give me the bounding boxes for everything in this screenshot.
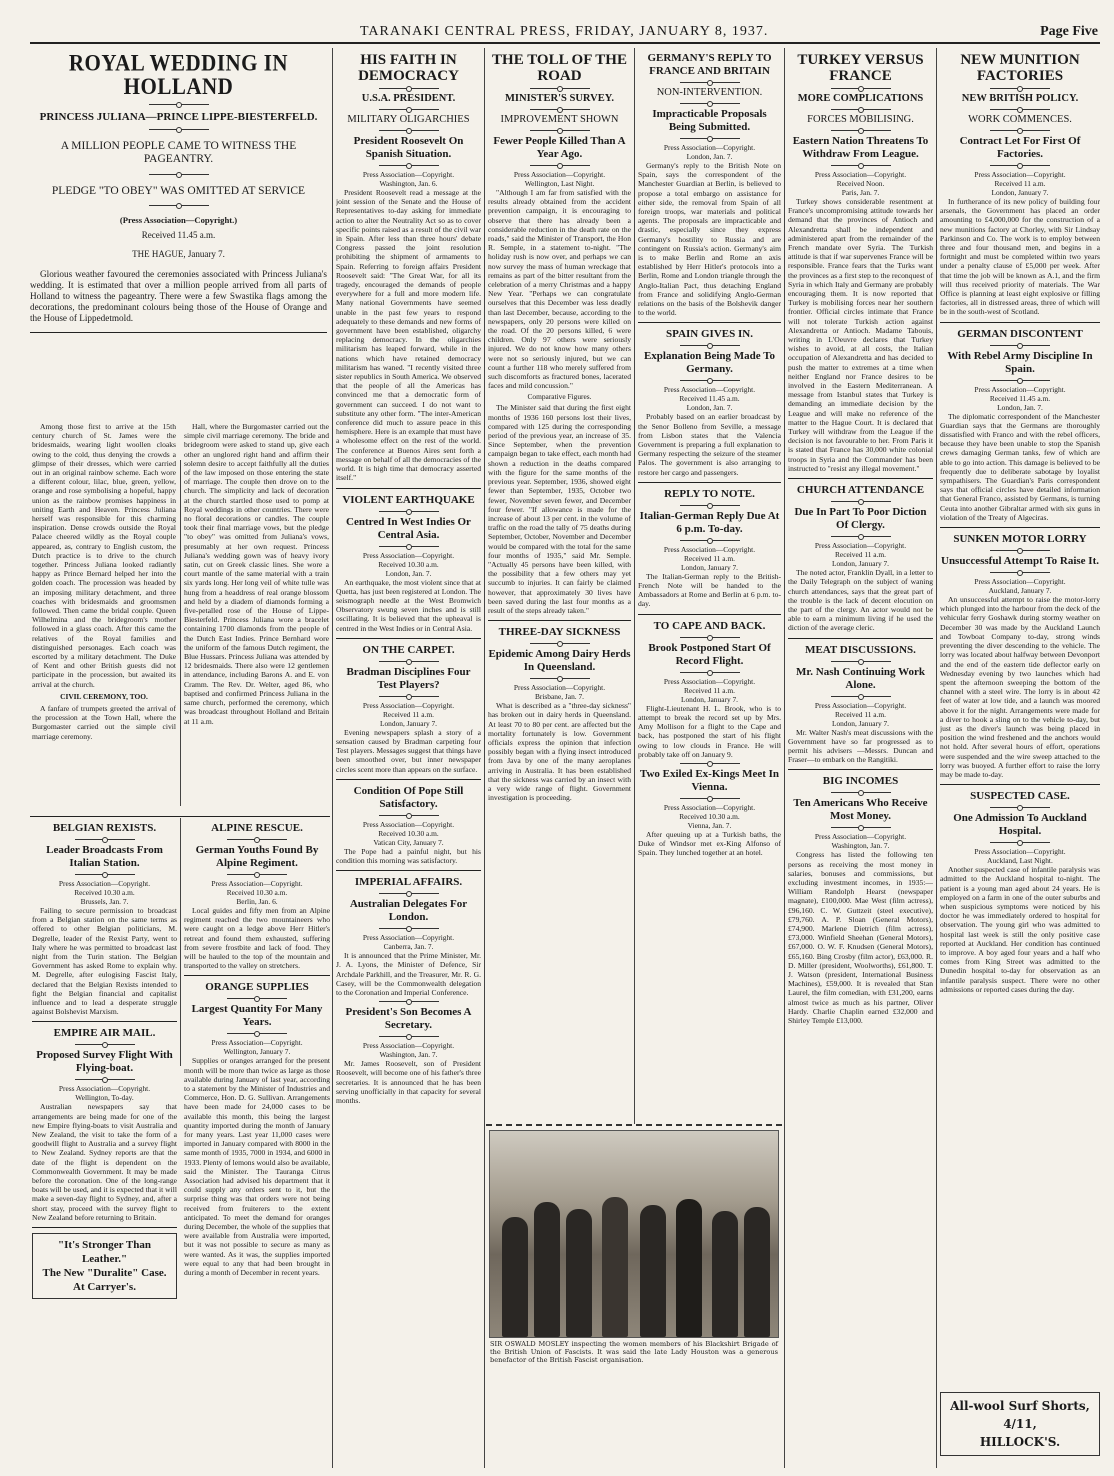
photo-caption: SIR OSWALD MOSLEY inspecting the women members of his Blackshirt Brigade of the British Union of Fascists. It was said the late Lady Houston was a generous benefactor of the British Fascist organisation.	[490, 1340, 778, 1364]
credit: Press Association—Copyright.	[663, 676, 756, 686]
dateline: Vatican City, January 7.	[373, 837, 444, 847]
royal-body-right	[184, 422, 329, 818]
column-rule	[332, 48, 333, 1468]
dateline: London, January 7.	[680, 694, 739, 704]
received: Received 11 a.m.	[382, 709, 435, 719]
subhead: MORE COMPLICATIONS	[797, 93, 924, 104]
dateline: Vienna, Jan. 7.	[687, 820, 732, 830]
subhead: German Youths Found By Alpine Regiment.	[195, 844, 319, 869]
headline: ON THE CARPET.	[362, 643, 455, 656]
subhead: FORCES MOBILISING.	[807, 114, 914, 125]
received: Received 10.30 a.m.	[74, 888, 135, 897]
dateline: Wellington, Last Night.	[524, 179, 595, 188]
credit: Press Association—Copyright.	[814, 700, 907, 710]
headline: NEW MUNITION FACTORIES	[960, 52, 1080, 84]
headline: GERMAN DISCONTENT	[957, 327, 1083, 340]
credit: Press Association—Copyright.	[58, 1084, 151, 1094]
received: Received 11.45 a.m.	[679, 394, 740, 404]
dateline: London, Jan. 7.	[686, 403, 733, 413]
paragraph: What is described as a "three-day sickness" has broken out in dairy herds in Queensland. At least 70 to 80 per cent. are affected but the mortality fortunately is low. Government officials express the opinion that infection possibly began with a flying insect introduced from Java by one of the many aeroplanes arriving in Australia. It has been established that the sickness was carried by an insect with a very wide range of flight. Government investigation is proceeding.	[488, 701, 631, 803]
credit: Press Association—Copyright.	[663, 802, 756, 812]
article-royal-wedding	[30, 49, 327, 338]
column-six	[788, 52, 933, 1470]
headline: ORANGE SUPPLIES	[205, 981, 309, 994]
column-five	[638, 52, 781, 1122]
dateline: Washington, Jan. 6.	[379, 179, 438, 188]
column-left-lower	[32, 822, 177, 1468]
credit: Press Association—Copyright.	[362, 819, 455, 829]
subhead: Bradman Disciplines Four Test Players?	[346, 665, 471, 691]
credit: Press Association—Copyright.	[663, 544, 756, 554]
dateline: Washington, Jan. 7.	[831, 841, 890, 851]
column-rule	[180, 818, 181, 1066]
subhead: Leader Broadcasts From Italian Station.	[46, 844, 163, 869]
credit: Press Association—Copyright.	[362, 1041, 455, 1051]
dateline: London, January 7.	[379, 718, 438, 728]
paragraph: Hall, where the Burgomaster carried out the simple civil marriage ceremony. The bride and bridegroom were asked to stand up, give each other an unglored right hand and affirm their solemn desire to accept faithfully all the duties of the law imposed on those entering the state of marriage. The couple then drove on to the church. The simplicity and lack of decoration at the church startled those used to pomp at Royal weddings in other countries. There were no floral decorations or candles. The couple took their final marriage vows, but the pledge "to obey" was omitted from Juliana's vows, presumably at her own request. Princess Juliana's wedding gown was of heavy ivory satin, cut on Greek classic lines. She wore a court mantle of the same material with a train six yards long. Her long veil of white tulle was hung from a headdress of real orange blossom and held by a diadem of diamonds forming a five-petalled rose of the House of Lippe-Biesterfeld. Princess Juliana wore a bracelet containing 1700 diamonds from the people of the Dutch East Indies. Prince Bernhard wore the uniform of the famous Dutch regiment, the Blue Hussars. Princess Juliana was attended by 12 bridesmaids. There also were 12 gentlemen in attendance, including Barons A. and E. von Cramm. The Rev. Dr. Welter, aged 86, who baptised and confirmed Princess Juliana in the same church, performed the ceremony, which was broadcast throughout Holland and Britain at 11 a.m.	[184, 422, 329, 726]
headline: ROYAL WEDDING IN HOLLAND	[68, 49, 289, 100]
subhead: President Roosevelt On Spanish Situation.	[353, 135, 464, 160]
column-seven	[940, 52, 1100, 1470]
subhead: MILITARY OLIGARCHIES	[347, 114, 470, 125]
credit: Press Association—Copyright.	[362, 170, 455, 179]
dateline: Wellington, To-day.	[75, 1093, 134, 1103]
subhead: President's Son Becomes A Secretary.	[345, 1006, 472, 1032]
dateline: London, January 7.	[991, 188, 1049, 197]
subhead: PLEDGE "TO OBEY" WAS OMITTED AT SERVICE	[51, 185, 306, 197]
received: Received 10.30 a.m.	[226, 888, 288, 897]
headline: CHURCH ATTENDANCE	[796, 484, 925, 497]
paragraph: Turkey shows considerable resentment at France's uncompromising attitude towards her demand that the provinces of Antioch and Alexandretta shall be independent and administered apart from the remainder of the French mandate over Syria. The Turkish attitude is that if war supervenes France will be responsible. France fears that the Turks want the provinces as a first step to the reconquest of Syria in which Italy and Germany are probably encouraging them. It is now reported that Turkey is mobilising forces near her southern frontier. Official circles intimate that France will not tolerate Turkish action against Alexandretta or Antioch. Madame Tabouis, writing in L'Oeuvre declares that Turkey wishes to avoid, at all costs, the Italian occupation of Alexandretta and has decided to push the matter to extremes at a time when neither England nor France desires to be involved in the Eastern Mediterranean. A message from Istanbul states that Turkey is demanding an immediate decision by the League and will make no reference of the matter to the Hague Court. It is declared that Turkey will withdraw from the League if the decision is not favourable to her. From Paris it is stated that France has 30,000 white colonial troops in Syria and the Commander has been instructed to "resist any illegal movement."	[788, 197, 933, 473]
headline: ALPINE RESCUE.	[211, 822, 303, 834]
subhead: Ten Americans Who Receive Most Money.	[793, 797, 928, 823]
headline: SPAIN GIVES IN.	[666, 328, 753, 341]
subhead: PRINCESS JULIANA—PRINCE LIPPE-BIESTERFELD.	[39, 111, 318, 123]
photograph-mosley-inspection	[489, 1130, 779, 1338]
paragraph: Evening newspapers splash a story of a sensation caused by Bradman carpeting four Test players. Messages suggest that things have been smoothed over, but inner newspaper circles scent more than appears on the surface.	[336, 727, 481, 774]
subhead: Explanation Being Made To Germany.	[643, 350, 776, 376]
received: Received 10.30 a.m.	[679, 811, 740, 821]
dateline: London, January 7.	[680, 562, 739, 572]
column-rule	[180, 460, 181, 806]
paragraph: Probably based on an earlier broadcast by the Senor Bolleno from Seville, a message from Lisbon states that the Valencia Government is preparing a full explanation to Germany respecting the seizure of the steamer Palos. The government is also arranging to restore her cargo and passengers.	[638, 412, 781, 477]
subhead: Due In Part To Poor Diction Of Clergy.	[794, 506, 927, 532]
paragraph: Supplies or oranges arranged for the present month will be more than twice as large as those available during January of last year, according to a statement by the Minister of Industries and Commerce, Hon. D. G. Sullivan. Arrangements have been made for 24,000 cases to be available this month, this being the largest quantity imported during the month of January for many years. Last year 11,000 cases were imported in January compared with 8000 in the same month of 1935, 7000 in 1934, and 6000 in 1933. Plenty of lemons would also be available, said the Minister. The Tauranga Citrus Association had advised his department that it could supply any orders sent to it, but the surprise thing was that orders were not being received from fruiterers to the extent anticipated. To meet the demand for oranges during December, the whole of the supplies that were available from Australia were imported, but it was not possible to secure as many as were wanted. As it was, the supplies imported were equal to any that had been brought in during a month of December in recent years.	[184, 1056, 330, 1278]
credit: Press Association—Copyright.	[974, 384, 1066, 394]
subhead: Australian Delegates For London.	[349, 898, 468, 924]
credit: Press Association—Copyright.	[211, 879, 303, 888]
subhead: WORK COMMENCES.	[968, 114, 1072, 125]
ad-line: All-wool Surf Shorts,	[950, 1399, 1090, 1413]
ad-line: At Carryer's.	[73, 1281, 136, 1294]
subhead: Eastern Nation Threatens To Withdraw From League.	[792, 135, 929, 160]
credit: Press Association—Copyright.	[362, 550, 455, 560]
dateline: Paris, Jan. 7.	[841, 188, 880, 197]
paragraph: Another suspected case of infantile paralysis was admitted to the Auckland hospital to-night. The patient is a young man aged about 24 years. He is employed on a farm in one of the outer suburbs and when suspicious symptoms were noticed by his doctor he was immediately ordered to hospital for observation. The young girl who was admitted to hospital last week is still the only positive case reported at Auckland. Her condition has continued to improve. A boy aged four years and a half who comes from King Street was admitted to the Dunedin hospital to-day for observation as an infantile paralysis suspect. There were no other admissions or reported cases during the day.	[940, 865, 1100, 994]
received: Received 11 a.m.	[994, 179, 1046, 188]
royal-body-left	[32, 422, 176, 818]
dateline: London, January 7.	[831, 559, 890, 569]
photo-block	[486, 1124, 782, 1468]
crosshead: CIVIL CEREMONY, TOO.	[60, 691, 148, 701]
received: Received Noon.	[836, 179, 885, 188]
dateline: London, Jan. 7.	[997, 402, 1043, 412]
paragraph: Local guides and fifty men from an Alpine regiment reached the two mountaineers who were caught on a ledge above Herr Hitler's retreat and found them exhausted, suffering from severe frostbite and lack of food. They will be hauled to the top of the mountain and transported to the valley on stretchers.	[184, 906, 330, 971]
paragraph: The Minister said that during the first eight months of 1936 160 persons lost their lives, compared with 125 during the corresponding period of the previous year, an increase of 35. Since September, when the prevention campaign began to take effect, each month had shown a reduction in the deaths compared with the figure for the same months of the previous year. September, 1936, showed eight fewer than September, 1935, October two fewer, November seven fewer, and December four fewer. "If allowance is made for the increase of about 13 per cent. in the volume of traffic on the road the tally of 75 deaths during September, October, November and December would be compared with the total for the same four months of 1935," said Mr. Semple. "Actually 45 persons have been killed, with the possibility that a few others may yet succumb to injuries. It can fairly be claimed however, that approximately 30 lives have been saved during the last four months as a result of the steps already taken."	[488, 403, 631, 615]
headline: EMPIRE AIR MAIL.	[53, 1027, 156, 1040]
headline: VIOLENT EARTHQUAKE	[342, 493, 475, 506]
credit: (Press Association—Copyright.)	[119, 215, 238, 225]
credit: Press Association—Copyright.	[362, 933, 455, 943]
dateline: Berlin, Jan. 6.	[236, 897, 278, 906]
subhead: Proposed Survey Flight With Flying-boat.	[36, 1049, 173, 1075]
paragraph: Germany's reply to the British Note on Spain, says the correspondent of the Manchester Guardian at Berlin, is believed to propose a total embargo on assistance for either side, the removal from Spain of all foreign troops, war materials and political agents. The proposals are impracticable and drastic, especially since they express Germany's hostility to Russia and are contingent on Russia's action. Germany's aim is to make Berlin and Rome an axis established by Herr Hitler's protocols into a Berlin, Rome and London triangle through the Anglo-Italian Pact, thus detaching England from France and solidifying Anglo-German relations on the basis of the Bolshevik danger to the world.	[638, 161, 781, 318]
dateline: London, Jan. 7.	[385, 568, 432, 578]
subhead: A MILLION PEOPLE CAME TO WITNESS THE PAGEANTRY.	[60, 140, 297, 165]
headline: GERMANY'S REPLY TO FRANCE AND BRITAIN	[647, 52, 772, 77]
credit: Press Association—Copyright.	[211, 1038, 303, 1048]
column-rule	[936, 48, 937, 1468]
subhead: NON-INTERVENTION.	[656, 87, 763, 98]
dateline: London, January 7.	[831, 718, 890, 728]
received: Received 11 a.m.	[683, 553, 736, 563]
dateline: Brussels, Jan. 7.	[80, 897, 129, 906]
column-rule	[484, 48, 485, 1468]
advertisement-carryers	[32, 1233, 177, 1299]
subhead: Mr. Nash Continuing Work Alone.	[796, 665, 925, 691]
subhead: Unsuccessful Attempt To Raise It.	[941, 555, 1099, 568]
subhead: Epidemic Among Dairy Herds In Queensland.	[488, 648, 631, 674]
headline: THE TOLL OF THE ROAD	[492, 52, 627, 84]
subhead: IMPROVEMENT SHOWN	[500, 114, 619, 125]
credit: Press Association—Copyright.	[814, 541, 907, 551]
subhead: Fewer People Killed Than A Year Ago.	[493, 135, 626, 160]
received: Received 10.30 a.m.	[378, 559, 439, 569]
paragraph: Among those first to arrive at the 15th century church of St. James were the bridesmaids, wearing light woollen cloaks owing to the cold, thus denying the crowds a glimpse of their dresses, which were carried out in an original rainbow scheme. Each wore a different colour, lilac, blue, green, yellow, orange and rose symbolising a hopeful, happy union as the rainbow promises happiness in uniting Earth and Heaven. Princess Juliana herself was responsible for this charming inspiration. Dense crowds outside the Royal Palace cheered wildly as the Royal couple appeared, as, contrary to English custom, the Dutch practice is to drive to the church together. Princess Juliana looked radiantly happy as Prince Bernard helped her into the golden coach. The procession was headed by an imposing military detachment, and three coaches with bridesmaids and groomsmen followed. Then came the bridal couple. Queen Wilhelmina and the bridegroom's mother followed in a glass coach. After this came the relatives of the Royal families and distinguished personages. Each coach was escorted by a military detachment. The Duke of Kent and other British guests did not participate in the procession, but awaited its arrival at the church.	[32, 422, 176, 689]
dateline: Brisbane, Jan. 7.	[534, 692, 585, 702]
column-second-lower	[184, 822, 330, 1468]
headline: TURKEY VERSUS FRANCE	[797, 52, 924, 84]
subhead: NEW BRITISH POLICY.	[961, 93, 1079, 104]
ad-line: "It's Stronger Than Leather."	[58, 1239, 151, 1266]
crosshead: Comparative Figures.	[527, 392, 592, 402]
paragraph: The Italian-German reply to the British-French Note will be handed to the Ambassadors at Rome and Berlin at 6 p.m. to-day.	[638, 571, 781, 609]
paragraph: It is announced that the Prime Minister, Mr. J. A. Lyons, the Minister of Defence, Sir Archdale Parkhill, and the Treasurer, Mr. R. G. Casey, will be the Commonwealth delegation to the Coronation and Imperial Conference.	[336, 951, 481, 997]
ad-line: The New "Duralite" Case.	[42, 1267, 167, 1280]
paragraph: A fanfare of trumpets greeted the arrival of the procession at the Town Hall, where the Burgomaster carried out the simple civil marriage ceremony.	[32, 703, 176, 741]
received: Received 11.45 a.m.	[989, 393, 1051, 403]
paragraph: Congress has listed the following ten persons as receiving the most money in salaries, bonuses and commissions, but excluding investment incomes, in 1935:— William Randolph Hearst (newspaper magnate), £100,000. Mae West (film actress), £96,160. C. W. Guttzeit (steel executive), £79,760. A. P. Sloan (General Motors), £74,900. Marlene Dietrich (film actress), £73,000. Winfield Sheehan (General Motors), £67,000. O. W. F. Knudsen (General Motors), £65,160. Bing Crosby (film actor), £63,000. R. D. Miller (president, Woolworths), £61,800. T. J. Watson (president, International Business Machines), £59,000. It is revealed that Stan Laurel, the film comedian, with £31,200, earns almost twice as much as his partner, Oliver Hardy. Charlie Chaplin earned £32,000 and Shirley Temple £13,000.	[788, 850, 933, 1025]
column-rule	[784, 48, 785, 1468]
headline: HIS FAITH IN DEMOCRACY	[358, 52, 459, 84]
subhead: Brook Postponed Start Of Record Flight.	[648, 641, 771, 667]
paragraph: The Pope had a painful night, but his condition this morning was satisfactory.	[336, 846, 481, 865]
dateline: Auckland, January 7.	[988, 586, 1052, 596]
headline: BIG INCOMES	[822, 775, 899, 788]
received: Received 11 a.m.	[834, 550, 887, 560]
dateline: THE HAGUE, January 7.	[132, 249, 225, 259]
dateline: Canberra, Jan. 7.	[383, 942, 434, 952]
masthead	[30, 18, 1100, 44]
paragraph: Failing to secure permission to broadcast from a Belgian station on the same terms as offered to other Belgian politicians, M. Degrelle, leader of the Rexist Party, went to Italy where he was permitted to broadcast last night from the Turin station. The Belgian Government has asked Rome to explain why. M. Degrelle, after eulogising Fascist Italy, declared that the Belgian Rexists intended to fight the Belgian financial and capitalist influence and to lead a desperate struggle against Bolshevist Marxism.	[32, 906, 177, 1017]
paragraph: Flight-Lieutenant H. L. Brook, who is to attempt to break the record set up by Mrs. Amy Mollison for a flight to the Cape and back, has postponed the start of his flight owing to low clouds in France. He will probably take off on January 9.	[638, 703, 781, 759]
headline: BELGIAN REXISTS.	[52, 822, 157, 834]
subhead: One Admission To Auckland Hospital.	[953, 812, 1087, 838]
credit: Press Association—Copyright.	[663, 143, 756, 152]
headline: MEAT DISCUSSIONS.	[805, 643, 916, 656]
paragraph: "Although I am far from satisfied with the results already obtained from the accident prevention campaign, it is encouraging to observe that there has already been a considerable reduction in the death rate on the roads," said the Minister of Transport, the Hon R. Semple, in a statement to-night. "The holiday rush is now over, and perhaps we can now survey the mass of human wreckage that remains as part of the bitter resultant from the celebration of a merry Christmas and a happy New Year. "Perhaps we can congratulate ourselves that this December was less deadly than last December, because, according to the newspapers, only 20 persons were killed on the road. Of the 20 persons killed, 6 were children. Only 97 others were seriously injured. We do not know how many others were not so seriously injured, but we can count a further 118 who merely suffered from such discomforts as fractured bones, lacerated faces and mild concussion."	[488, 188, 631, 391]
subhead: Largest Quantity For Many Years.	[191, 1003, 323, 1029]
subhead: Contract Let For First Of Factories.	[959, 135, 1081, 160]
paragraph: An earthquake, the most violent since that at Quetta, has just been registered at London. The seismograph needle at the West Bromwich Observatory swung seven inches and is still oscillating. It is believed that the upheaval is centred in the West Indies or in Central Asia.	[336, 577, 481, 633]
subhead: Impracticable Proposals Being Submitted.	[652, 108, 767, 133]
credit: Press Association—Copyright.	[814, 170, 907, 179]
credit: Press Association—Copyright.	[974, 170, 1066, 179]
credit: Press Association—Copyright.	[58, 879, 151, 888]
paragraph: President Roosevelt read a message at the joint session of the Senate and the House of Representatives to-day asking for immediate action to alter the Neutrality Act so as to cover specific points raised as a result of the civil war in Spain. After less than three hours' debate Congress passed the joint resolution prohibiting the shipment of armaments to Spain. Referring to foreign affairs President Roosevelt said: "The Great War, for all its tragedy, encouraged the demands of people everywhere for a full and more modern life. Many national Governments have seemed unable in the past few years to respond adequately to these demands and new forms of government have been established, oligarchy replacing democracy. In the oligarchies militarism has leaped forward, while in the nations which have retained democracy militarism has waned. "I recently visited three sister republics in South America. We observed that the people of all the Americas has convinced me that a democratic form of government can succeed. I do not want to substitute any other form. "The inter-American conference did much to assure peace in this hemisphere. Here is an example that must have a wholesome effect on the rest of the world. The conference at Buenos Aires sent forth a message on behalf of all the democracies of the world. It is high time that democracy asserted itself."	[336, 188, 481, 483]
credit: Press Association—Copyright.	[974, 577, 1066, 587]
paragraph: The noted actor, Franklin Dyall, in a letter to the Daily Telegraph on the subject of waning church attendances, says that the great part of the trouble is the lack of decent elocution on the part of the clergy. An actor would not be able to earn a minimum living if he used the diction of the average cleric.	[788, 568, 933, 633]
paragraph: The diplomatic correspondent of the Manchester Guardian says that the Germans are thoroughly dissatisfied with Franco and with the rebel officers, because they have been unable to stop the Spanish crews damaging German tanks, few of which are able to go into action. This damage is believed to be frequently due to deliberate sabotage by loyalist sympathisers. The Guardian's Paris correspondent says that official circles have detailed information that General Franco, assisted by Germans, is turning Ceuta into another Gibraltar armed with six guns in violation of the Treaty of Algeciras.	[940, 411, 1100, 522]
dateline: Washington, Jan. 7.	[379, 1050, 438, 1060]
subhead: Condition Of Pope Still Satisfactory.	[353, 784, 464, 810]
headline: IMPERIAL AFFAIRS.	[354, 876, 463, 889]
ad-line: 4/11,	[1003, 1417, 1037, 1431]
paragraph: After queuing up at a Turkish baths, the Duke of Windsor met ex-King Alfonso of Spain. They lunched together at an hotel.	[638, 829, 781, 858]
headline: THREE-DAY SICKNESS	[498, 626, 621, 639]
page-number: Page Five	[1040, 24, 1098, 39]
received: Received 11 a.m.	[683, 685, 736, 695]
subhead: With Rebel Army Discipline In Spain.	[947, 349, 1093, 375]
received: Received 11.45 a.m.	[141, 230, 216, 240]
dateline: Wellington, January 7.	[223, 1047, 291, 1057]
lede: Glorious weather favoured the ceremonies associated with Princess Juliana's wedding. It is estimated that over a million people arrived from all parts of Holland to witness the pageantry. There were a few Swastika flags among the decorations, the predominant colours being those of the House of Orange and the House of Lippedetmold.	[30, 269, 327, 323]
credit: Press Association—Copyright.	[513, 683, 606, 693]
paragraph: Australian newspapers say that arrangements are being made for one of the new Empire flying-boats to visit Australia and New Zealand, the visit to take the form of a goodwill flight to Australia and a survey flight to New Zealand. Sydney reports are that the date of the flight is dependent on the Commonwealth Government. It may be made before the coronation. One of the long-range boats will be used, and it is expected that it will make a seven-day flight to Sydney, and, after a short stay, proceed with the survey flight to New Zealand before returning to Britain.	[32, 1102, 177, 1222]
advertisement-hillocks	[940, 1386, 1100, 1472]
credit: Press Association—Copyright.	[814, 832, 907, 842]
subhead: U.S.A. PRESIDENT.	[361, 93, 456, 104]
subhead: Italian-German Reply Due At 6 p.m. To-day.	[639, 509, 780, 535]
headline: SUNKEN MOTOR LORRY	[953, 533, 1087, 546]
received: Received 10.30 a.m.	[378, 828, 439, 838]
headline: SUSPECTED CASE.	[970, 790, 1070, 803]
subhead: MINISTER'S SURVEY.	[505, 93, 614, 104]
headline: REPLY TO NOTE.	[664, 487, 755, 500]
column-four	[488, 52, 631, 1122]
column-three	[336, 52, 481, 1470]
subhead: Centred In West Indies Or Central Asia.	[346, 515, 471, 541]
paper-title: TARANAKI CENTRAL PRESS, FRIDAY, JANUARY 8, 1937.	[360, 24, 769, 39]
credit: Press Association—Copyright.	[974, 847, 1066, 857]
paragraph: Mr. James Roosevelt, son of President Roosevelt, will become one of his father's three secretaries. It is announced that he has been serving unofficially in that capacity for several months.	[336, 1059, 481, 1105]
credit: Press Association—Copyright.	[513, 170, 606, 179]
dateline: London, Jan. 7.	[686, 152, 733, 161]
paragraph: An unsuccessful attempt to raise the motor-lorry which plunged into the harbour from the deck of the vehicular ferry Goshawk during stormy weather on December 30 was made by the Auckland Launch and Towboat Company to-day, strong winds preventing the diver descending to the vehicle. The lorry was located about halfway between Devonport and the end of the eastern tide deflector early on Wednesday evening by two launches which had spent the afternoon sweeping the bottom of the channel with a steel wire. The lorry is in about 42 feet of water at low tide, and a launch was moored above it for the night. Arrangements were made for a diver to hook a sling on to the vehicle to-day, but just as the diver's launch was being placed in position the wind freshened and the anchors would not hold. After several hours of effort, operations were suspended and the wire sweep attached to the lorry was buoyed. A further effort to raise the lorry may be made to-day.	[940, 595, 1100, 779]
credit: Press Association—Copyright.	[663, 385, 756, 395]
dateline: Auckland, Last Night.	[987, 856, 1053, 866]
ad-line: HILLOCK'S.	[979, 1435, 1061, 1449]
subhead: Two Exiled Ex-Kings Meet In Vienna.	[639, 767, 780, 793]
credit: Press Association—Copyright.	[362, 700, 455, 710]
headline: TO CAPE AND BACK.	[653, 619, 766, 632]
paragraph: Mr. Walter Nash's meat discussions with the Government have so far progressed as to permit his advisers —Messrs. Duncan and Fraser—to embark on the Rangitiki.	[788, 727, 933, 765]
received: Received 11 a.m.	[834, 709, 887, 719]
paragraph: In furtherance of its new policy of building four arsenals, the Government has placed an order amounting to £4,000,000 for the construction of a new munitions factory at Chorley, with Sir Lindsay Parkinson and Co. The work is to employ between three and four thousand men, and begins in a fortnight and must be completed within two years under a penalty clause of £5,000 per week. After that time the job will be known as A.1, and the firm will thus received priority of materials. The War Office is planning at least eight explosive or filling factories, all in distressed areas, three of which will be in the south-west of Scotland.	[940, 197, 1100, 317]
